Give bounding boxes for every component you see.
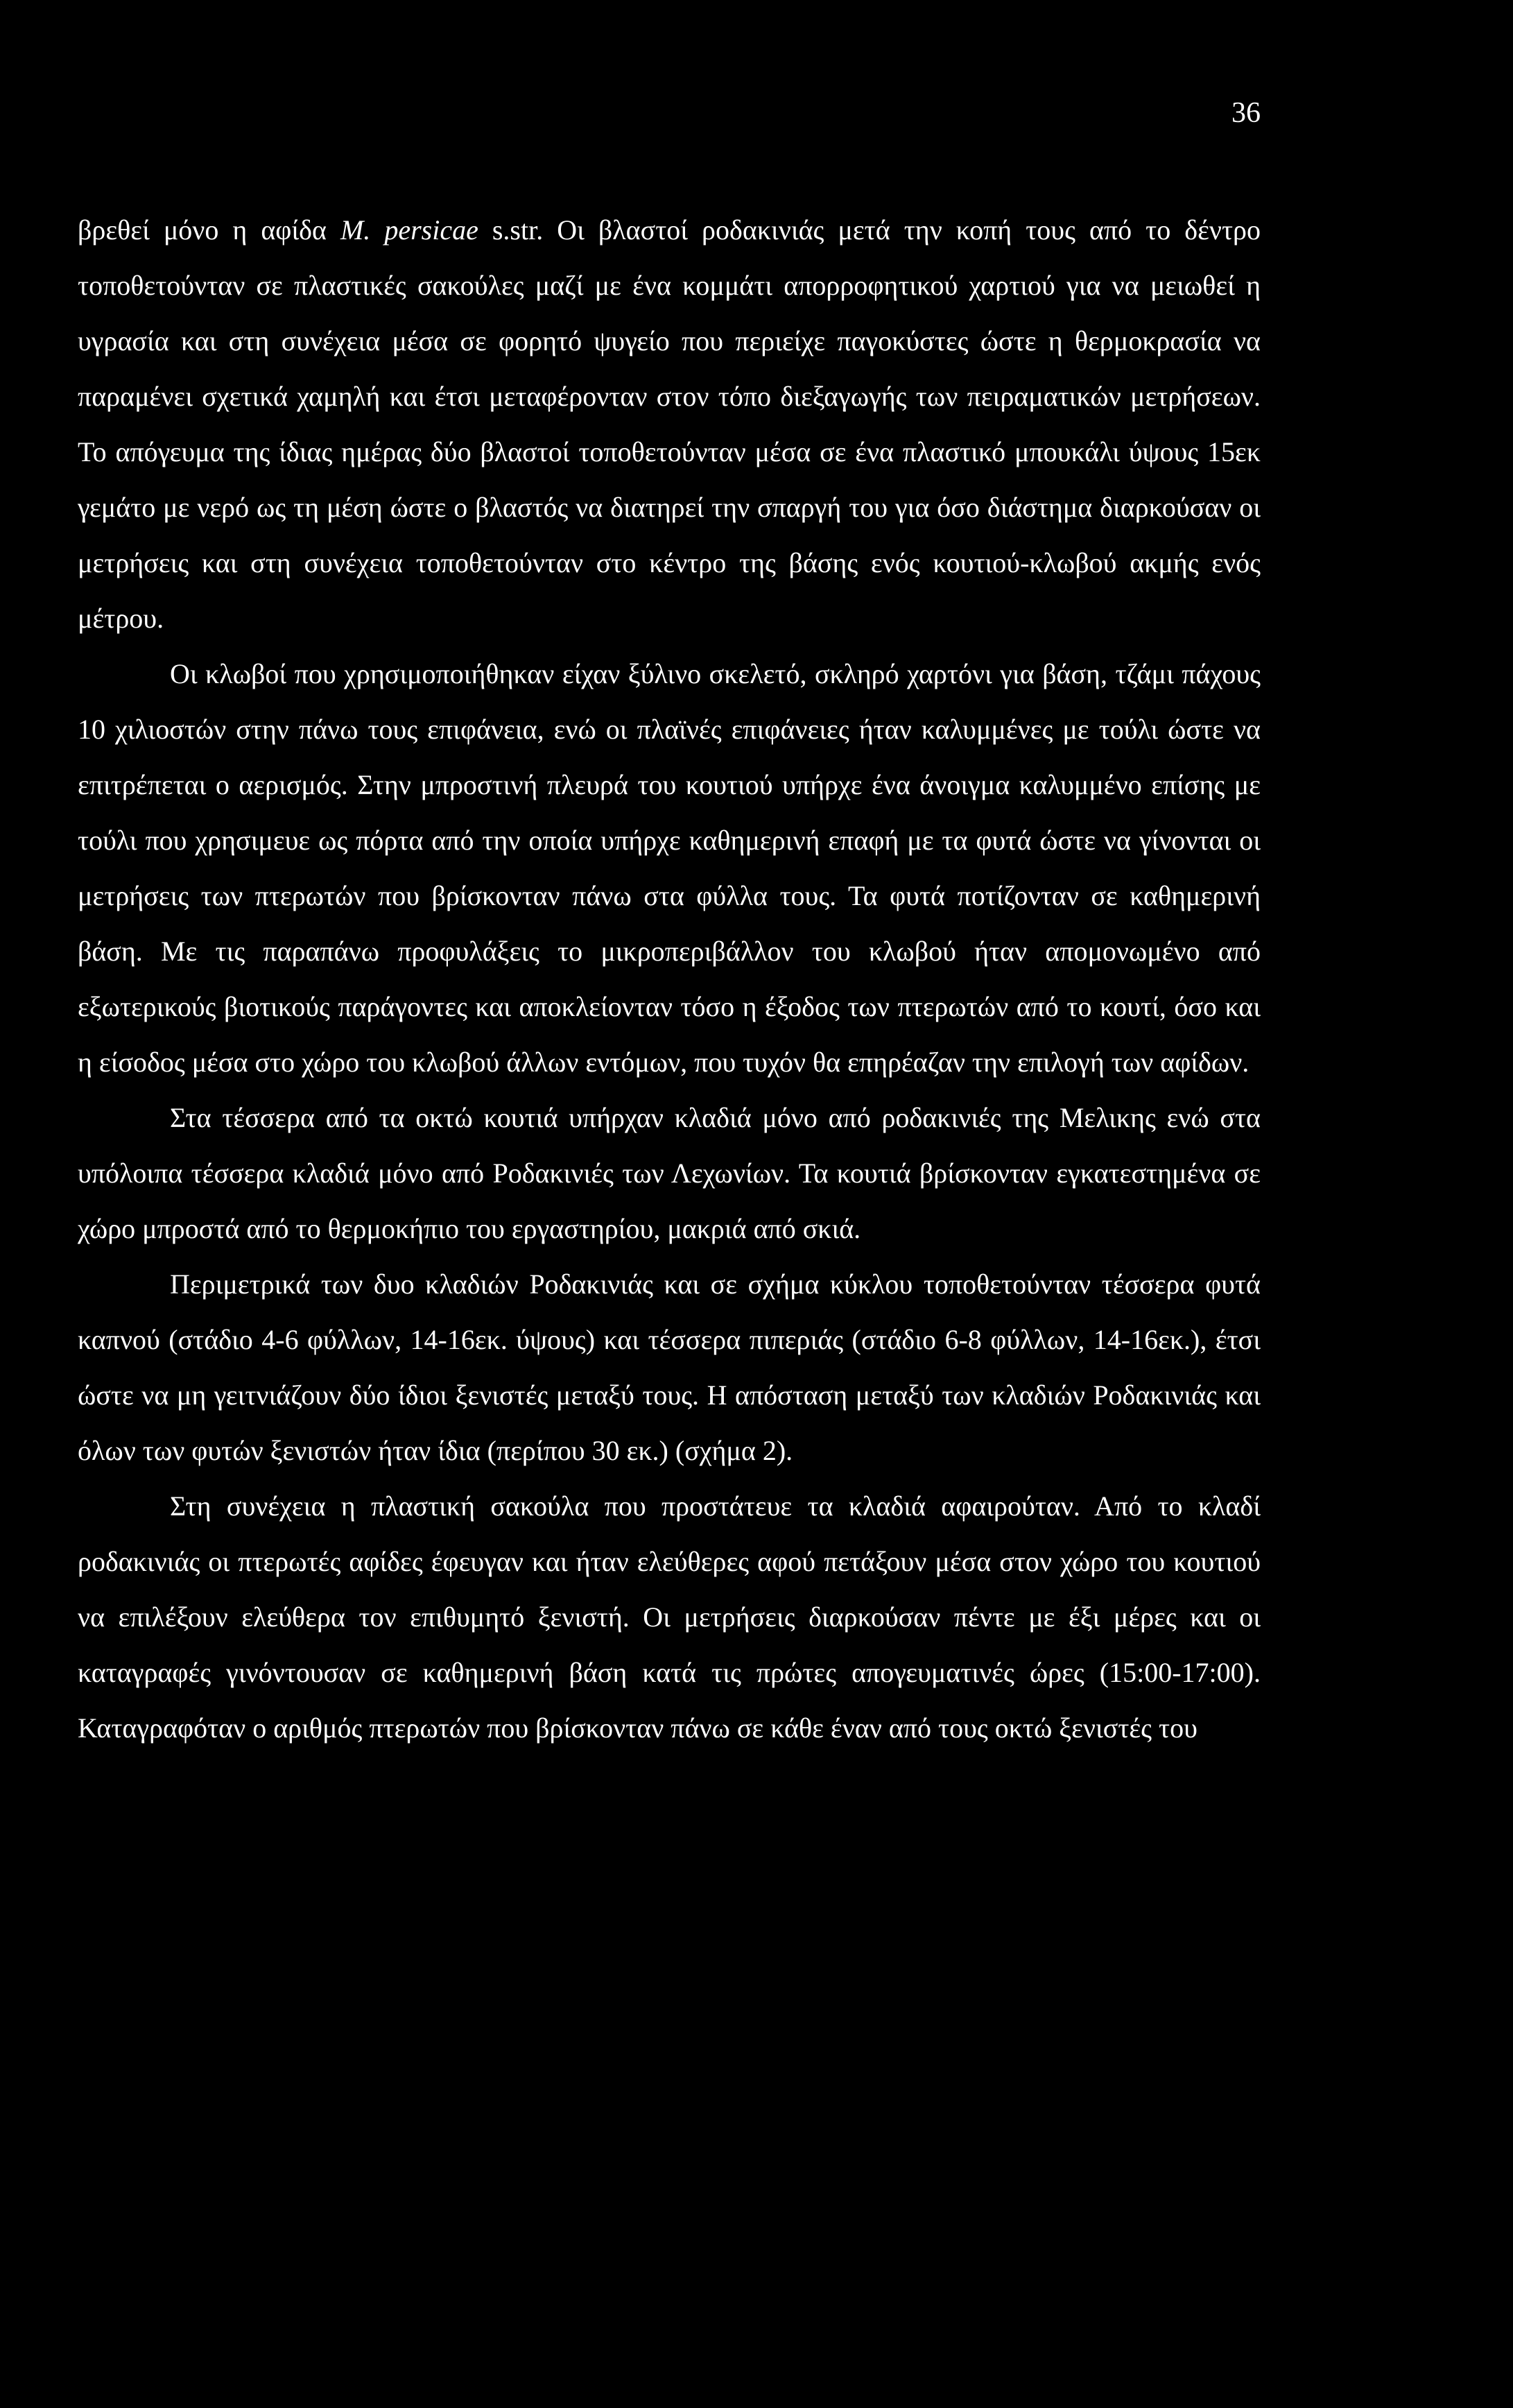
page-number: 36: [1231, 97, 1261, 129]
paragraph-5: Στη συνέχεια η πλαστική σακούλα που προστάτευε τα κλαδιά αφαιρούταν. Από το κλαδί ροδακινιάς οι πτερωτές αφίδες έφευγαν και ήταν ελεύθερες αφού πετάξουν μέσα στον χώρο του κουτιού να επιλέξουν ελεύθερα τον επιθυμητό ξενιστή. Οι μετρήσεις διαρκούσαν πέντε με έξι μέρες και οι καταγραφές γινόντουσαν σε καθημερινή βάση κατά τις πρώτες απογευματινές ώρες (15:00-17:00). Καταγραφόταν ο αριθμός πτερωτών που βρίσκονταν πάνω σε κάθε έναν από τους οκτώ ξενιστές του: [78, 1490, 1261, 1744]
paragraph-1: [78, 203, 1261, 646]
body-text: [78, 203, 1261, 1756]
paragraph-2: Οι κλωβοί που χρησιμοποιήθηκαν είχαν ξύλινο σκελετό, σκληρό χαρτόνι για βάση, τζάμι πάχους 10 χιλιοστών στην πάνω τους επιφάνεια, ενώ οι πλαϊνές επιφάνειες ήταν καλυμμένες με τούλι ώστε να επιτρέπεται ο αερισμός. Στην μπροστινή πλευρά του κουτιού υπήρχε ένα άνοιγμα καλυμμένο επίσης με τούλι που χρησιμευε ως πόρτα από την οποία υπήρχε καθημερινή επαφή με τα φυτά ώστε να γίνονται οι μετρήσεις των πτερωτών που βρίσκονταν πάνω στα φύλλα τους. Τα φυτά ποτίζονταν σε καθημερινή βάση. Με τις παραπάνω προφυλάξεις το μικροπεριβάλλον του κλωβού ήταν απομονωμένο από εξωτερικούς βιοτικούς παράγοντες και αποκλείονταν τόσο η έξοδος των πτερωτών από το κουτί, όσο και η είσοδος μέσα στο χώρο του κλωβού άλλων εντόμων, που τυχόν θα επηρέαζαν την επιλογή των αφίδων.: [78, 658, 1261, 1078]
paragraph-4: Περιμετρικά των δυο κλαδιών Ροδακινιάς και σε σχήμα κύκλου τοποθετούνταν τέσσερα φυτά καπνού (στάδιο 4-6 φύλλων, 14-16εκ. ύψους) και τέσσερα πιπεριάς (στάδιο 6-8 φύλλων, 14-16εκ.), έτσι ώστε να μη γειτνιάζουν δύο ίδιοι ξενιστές μεταξύ τους. Η απόσταση μεταξύ των κλαδιών Ροδακινιάς και όλων των φυτών ξενιστών ήταν ίδια (περίπου 30 εκ.) (σχήμα 2).: [78, 1268, 1261, 1466]
paragraph-3: Στα τέσσερα από τα οκτώ κουτιά υπήρχαν κλαδιά μόνο από ροδακινιές της Μελικης ενώ στα υπόλοιπα τέσσερα κλαδιά μόνο από Ροδακινιές των Λεχωνίων. Τα κουτιά βρίσκονταν εγκατεστημένα σε χώρο μπροστά από το θερμοκήπιο του εργαστηρίου, μακριά από σκιά.: [78, 1102, 1261, 1244]
species-name: M. persicae: [340, 214, 478, 246]
paragraph-1-text: βρεθεί μόνο η αφίδα: [78, 214, 340, 246]
paragraph-1-text-cont: s.str. Οι βλαστοί ροδακινιάς μετά την κοπή τους από το δέντρο τοποθετούνταν σε πλαστικές σακούλες μαζί με ένα κομμάτι απορροφητικού χαρτιού για να μειωθεί η υγρασία και στη συνέχεια μέσα σε φορητό ψυγείο που περιείχε παγοκύστες ώστε η θερμοκρασία να παραμένει σχετικά χαμηλή και έτσι μεταφέρονταν στον τόπο διεξαγωγής των πειραματικών μετρήσεων. Το απόγευμα της ίδιας ημέρας δύο βλαστοί τοποθετούνταν μέσα σε ένα πλαστικό μπουκάλι ύψους 15εκ γεμάτο με νερό ως τη μέση ώστε ο βλαστός να διατηρεί την σπαργή του για όσο διάστημα διαρκούσαν οι μετρήσεις και στη συνέχεια τοποθετούνταν στο κέντρο της βάσης ενός κουτιού-κλωβού ακμής ενός μέτρου.: [78, 214, 1261, 634]
